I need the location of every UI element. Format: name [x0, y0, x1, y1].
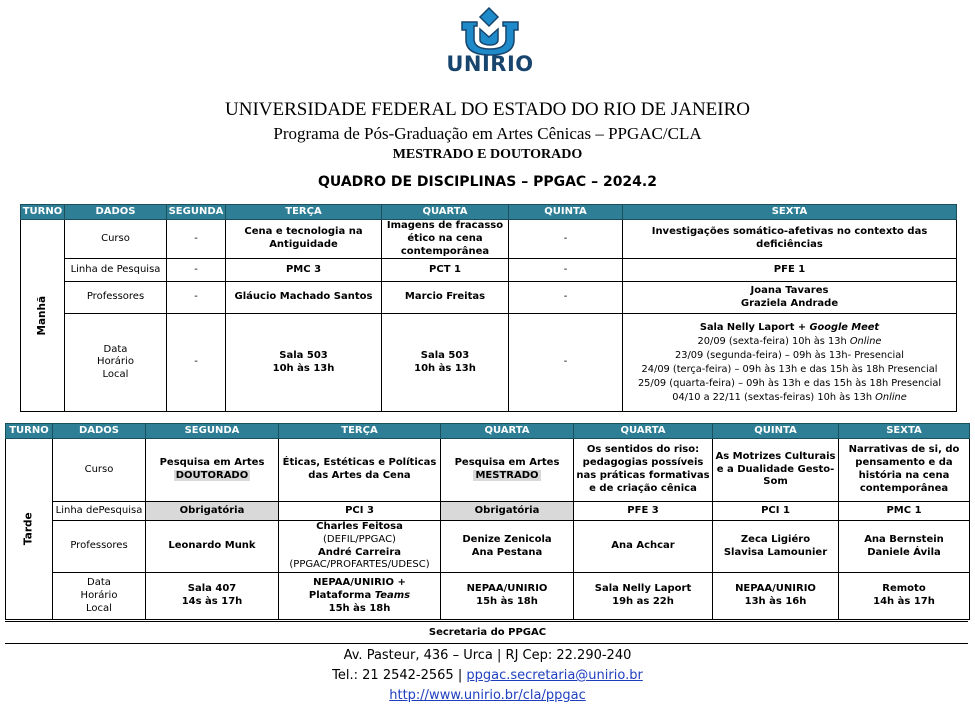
sexta-date-line: 24/09 (terça-feira) – 09h às 13h e das 15h às 18h Presencial: [641, 363, 938, 375]
footer-url-line: [0, 688, 975, 703]
table-header-row: [6, 424, 970, 439]
quarta-curso-level: MESTRADO: [475, 470, 539, 481]
quarta-time: 15h às 18h: [476, 596, 538, 608]
header-dados: DADOS: [65, 205, 167, 220]
row-label-linha: Linha de Pesquisa: [65, 259, 167, 282]
terca-local: [226, 314, 382, 412]
footer-phone: Tel.: 21 2542-2565 |: [332, 668, 467, 683]
quarta2-room: Sala Nelly Laport: [594, 583, 692, 595]
header-quarta: QUARTA: [382, 205, 509, 220]
quarta2-local: [574, 573, 713, 620]
afternoon-schedule-table: [5, 423, 970, 620]
table-row-professores: [21, 282, 957, 314]
row-label-horario-line: Horário: [80, 589, 118, 601]
sexta-date-line: 23/09 (segunda-feira) – 09h às 13h- Presencial: [675, 349, 904, 361]
header-quarta: QUARTA: [441, 424, 574, 439]
terca-room: NEPAA/UNIRIO +: [313, 576, 406, 588]
turno-cell: [21, 220, 65, 412]
quinta-professor-1: Zeca Ligiéro: [740, 533, 811, 545]
page-title: QUADRO DE DISCIPLINAS – PPGAC – 2024.2: [318, 174, 657, 190]
turno-label: Manhã: [35, 295, 48, 336]
quarta-room: Sala 503: [420, 350, 470, 362]
row-label-data-line: Data: [103, 343, 128, 355]
terca-professor-2-affiliation: (PPGAC/PROFARTES/UDESC): [289, 559, 430, 571]
degree-level: MESTRADO E DOUTORADO: [392, 147, 583, 162]
quarta-curso: [441, 439, 574, 502]
table-row-curso: [21, 220, 957, 259]
segunda-local: -: [167, 314, 226, 412]
segunda-curso-level: DOUTORADO: [175, 470, 249, 481]
quinta-time: 13h às 16h: [744, 596, 807, 608]
quinta-local: [713, 573, 839, 620]
sexta-professores: [839, 521, 970, 573]
terca-time: 15h às 18h: [328, 602, 391, 614]
quinta-professor-2: Slavisa Lamounier: [723, 546, 828, 558]
segunda-linha: Obrigatória: [146, 502, 279, 521]
table-row-professores: [6, 521, 970, 573]
sexta-local-title: [624, 321, 955, 335]
terca-linha: PMC 3: [226, 259, 382, 282]
quinta-linha: PCI 1: [713, 502, 839, 521]
quarta-curso: Imagens de fracasso ético na cena contemporânea: [382, 220, 509, 259]
header-quinta: QUINTA: [713, 424, 839, 439]
table-row-curso: [6, 439, 970, 502]
quarta2-professores: Ana Achcar: [574, 521, 713, 573]
quinta-professores: -: [509, 282, 623, 314]
row-label-data: [53, 573, 146, 620]
quarta-time: 10h às 13h: [414, 362, 476, 374]
row-label-curso: Curso: [65, 220, 167, 259]
quarta2-curso: Os sentidos do riso: pedagogias possíveis nas práticas formativas e de criação cênica: [574, 439, 713, 502]
terca-professores: [279, 521, 441, 573]
header-turno: TURNO: [21, 205, 65, 220]
terca-room: Sala 503: [279, 350, 328, 362]
quinta-linha: -: [509, 259, 623, 282]
footer-divider-top: [5, 621, 968, 622]
terca-professor-1: Charles Feitosa: [316, 521, 403, 532]
header-segunda: SEGUNDA: [146, 424, 279, 439]
segunda-local: [146, 573, 279, 620]
row-label-local-line: Local: [102, 369, 129, 381]
sexta-date-line: [624, 335, 955, 349]
sexta-date-text: 20/09 (sexta-feira) 10h às 13h: [697, 336, 850, 348]
header-sexta: SEXTA: [623, 205, 957, 220]
sexta-date-line: [624, 391, 955, 405]
terca-platform: Teams: [374, 589, 411, 601]
footer-email-link[interactable]: ppgac.secretaria@unirio.br: [466, 668, 643, 683]
table-row-data-horario-local: [21, 314, 957, 412]
quarta-professores: Marcio Freitas: [382, 282, 509, 314]
table-row-linha: [6, 502, 970, 521]
table-row-linha: [21, 259, 957, 282]
header-terca: TERÇA: [279, 424, 441, 439]
sexta-linha: PFE 1: [623, 259, 957, 282]
terca-professor-1-affiliation: (DEFIL/PPGAC): [323, 533, 396, 545]
quarta-professor-1: Denize Zenicola: [462, 533, 552, 545]
quarta-professor-2: Ana Pestana: [471, 546, 543, 558]
terca-time: 10h às 13h: [272, 362, 335, 374]
sexta-professor-1: Joana Tavares: [750, 285, 829, 297]
header-turno: TURNO: [6, 424, 53, 439]
sexta-local: [839, 573, 970, 620]
sexta-date-mode: Online: [849, 336, 882, 348]
segunda-time: 14s às 17h: [181, 596, 243, 608]
terca-curso: Éticas, Estéticas e Políticas das Artes da Cena: [279, 439, 441, 502]
terca-local: [279, 573, 441, 620]
quarta-linha: PCT 1: [382, 259, 509, 282]
row-label-data: [65, 314, 167, 412]
sexta-professores: [623, 282, 957, 314]
quarta2-linha: PFE 3: [574, 502, 713, 521]
segunda-curso: [146, 439, 279, 502]
university-name: UNIVERSIDADE FEDERAL DO ESTADO DO RIO DE JANEIRO: [225, 99, 750, 120]
header-quarta-2: QUARTA: [574, 424, 713, 439]
sexta-professor-2: Graziela Andrade: [740, 297, 839, 309]
terca-curso: Cena e tecnologia na Antiguidade: [226, 220, 382, 259]
row-label-local-line: Local: [86, 602, 112, 614]
morning-schedule-table: [20, 204, 957, 412]
footer-divider-bottom: [5, 643, 968, 644]
header-quinta: QUINTA: [509, 205, 623, 220]
turno-cell: [6, 439, 53, 620]
terca-platform-label: Plataforma: [308, 589, 375, 601]
sexta-room: Remoto: [882, 583, 926, 595]
quarta-local: [441, 573, 574, 620]
row-label-professores: Professores: [53, 521, 146, 573]
header-terca: TERÇA: [226, 205, 382, 220]
sexta-date-line: 25/09 (quarta-feira) – 09h às 13h e das 15h às 18h Presencial: [637, 377, 942, 389]
segunda-professores: -: [167, 282, 226, 314]
segunda-professores: Leonardo Munk: [146, 521, 279, 573]
footer-address: Av. Pasteur, 436 – Urca | RJ Cep: 22.290-240: [343, 648, 632, 663]
unirio-logo-text: UNIRIO: [446, 52, 534, 76]
quarta-linha: Obrigatória: [441, 502, 574, 521]
sexta-local-room: Sala Nelly Laport +: [699, 322, 810, 334]
segunda-linha: -: [167, 259, 226, 282]
header-sexta: SEXTA: [839, 424, 970, 439]
row-label-professores: Professores: [65, 282, 167, 314]
sexta-linha: PMC 1: [839, 502, 970, 521]
segunda-room: Sala 407: [187, 583, 237, 595]
sexta-curso: Investigações somático-afetivas no contexto das deficiências: [623, 220, 957, 259]
row-label-linha: Linha dePesquisa: [53, 502, 146, 521]
quinta-local: -: [509, 314, 623, 412]
row-label-curso: Curso: [53, 439, 146, 502]
terca-professores: Gláucio Machado Santos: [226, 282, 382, 314]
sexta-local-platform: Google Meet: [809, 322, 880, 334]
row-label-horario-line: Horário: [97, 356, 134, 368]
quarta-local: [382, 314, 509, 412]
program-name: Programa de Pós-Graduação em Artes Cênicas – PPGAC/CLA: [273, 124, 702, 143]
quarta-professores: [441, 521, 574, 573]
table-header-row: [21, 205, 957, 220]
sexta-date-text: 04/10 a 22/11 (sextas-feiras) 10h às 13h: [672, 391, 876, 403]
sexta-professor-2: Daniele Ávila: [867, 546, 941, 558]
header-dados: DADOS: [53, 424, 146, 439]
footer-secretaria: Secretaria do PPGAC: [428, 627, 547, 638]
sexta-date-mode: Online: [875, 391, 907, 403]
quinta-curso: -: [509, 220, 623, 259]
quinta-professores: [713, 521, 839, 573]
sexta-professor-1: Ana Bernstein: [864, 533, 944, 545]
segunda-curso-name: Pesquisa em Artes: [159, 457, 265, 469]
quarta2-time: 19h as 22h: [612, 596, 674, 608]
table-row-data-horario-local: [6, 573, 970, 620]
footer-contact: [0, 668, 975, 683]
quarta-room: NEPAA/UNIRIO: [466, 583, 548, 595]
quinta-curso: As Motrizes Culturais e a Dualidade Gesto-Som: [713, 439, 839, 502]
turno-label: Tarde: [22, 512, 35, 546]
sexta-local: [623, 314, 957, 412]
sexta-curso: Narrativas de si, do pensamento e da história na cena contemporânea: [839, 439, 970, 502]
quinta-room: NEPAA/UNIRIO: [735, 583, 816, 595]
segunda-curso: -: [167, 220, 226, 259]
row-label-data-line: Data: [87, 576, 111, 588]
footer-website-link[interactable]: http://www.unirio.br/cla/ppgac: [389, 688, 586, 703]
sexta-time: 14h às 17h: [873, 596, 935, 608]
header-segunda: SEGUNDA: [167, 205, 226, 220]
quarta-curso-name: Pesquisa em Artes: [454, 457, 560, 469]
terca-linha: PCI 3: [279, 502, 441, 521]
terca-professor-2: André Carreira: [317, 546, 402, 558]
